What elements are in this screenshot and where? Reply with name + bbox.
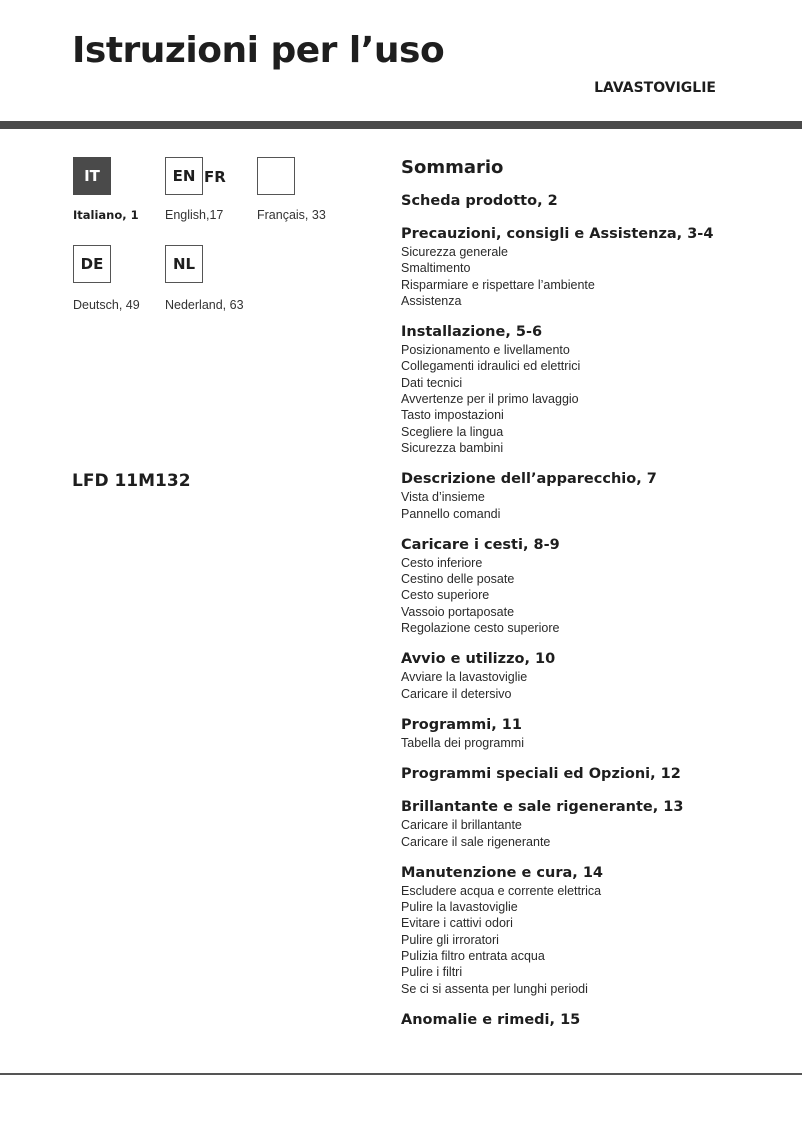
toc-section-heading[interactable]: Manutenzione e cura, 14: [401, 864, 603, 881]
toc-section-heading[interactable]: Programmi, 11: [401, 716, 522, 733]
toc-item-list: [401, 244, 791, 309]
toc-item[interactable]: Assistenza: [401, 293, 462, 308]
toc-sections: [401, 192, 791, 1030]
lang-code: NL: [172, 255, 196, 273]
toc-item[interactable]: Scegliere la lingua: [401, 424, 504, 439]
toc-item[interactable]: Collegamenti idraulici ed elettrici: [401, 359, 581, 374]
lang-caption-it[interactable]: Italiano, 1: [73, 208, 139, 222]
toc-item[interactable]: Evitare i cattivi odori: [401, 916, 513, 931]
toc-section: [401, 192, 791, 211]
toc-item-list: [401, 555, 791, 636]
lang-caption-nl[interactable]: Nederland, 63: [165, 298, 244, 312]
lang-box-en[interactable]: [165, 157, 226, 195]
toc-section: [401, 536, 791, 636]
toc-item-list: [401, 735, 791, 751]
toc-item[interactable]: Cesto inferiore: [401, 555, 483, 570]
toc-item-list: [401, 817, 791, 850]
toc-item-list: [401, 489, 791, 522]
product-category: LAVASTOVIGLIE: [594, 80, 716, 96]
toc-section-heading[interactable]: Scheda prodotto, 2: [401, 193, 558, 209]
toc-section-heading[interactable]: Descrizione dell’apparecchio, 7: [401, 471, 657, 488]
lang-caption-de[interactable]: Deutsch, 49: [73, 298, 140, 312]
toc-section-heading[interactable]: Avvio e utilizzo, 10: [401, 651, 556, 668]
toc-section-heading[interactable]: Brillantante e sale rigenerante, 13: [401, 799, 684, 816]
toc-item[interactable]: Tasto impostazioni: [401, 408, 504, 423]
toc-item[interactable]: Sicurezza generale: [401, 245, 509, 259]
toc-item[interactable]: Posizionamento e livellamento: [401, 343, 570, 358]
toc-item[interactable]: Dati tecnici: [401, 375, 463, 390]
toc-item[interactable]: Vista d’insieme: [401, 490, 485, 505]
toc-section: [401, 1011, 791, 1030]
toc-item[interactable]: Pulire gli irroratori: [401, 932, 499, 947]
toc-section: [401, 470, 791, 522]
toc-section-heading[interactable]: Anomalie e rimedi, 15: [401, 1011, 581, 1028]
toc-item[interactable]: Regolazione cesto superiore: [401, 621, 560, 636]
table-of-contents: [401, 157, 791, 1044]
toc-item[interactable]: Se ci si assenta per lunghi periodi: [401, 981, 588, 996]
toc-item-list: [401, 342, 791, 456]
toc-section: [401, 323, 791, 456]
lang-caption-fr[interactable]: Français, 33: [257, 208, 326, 222]
toc-section-heading[interactable]: Programmi speciali ed Opzioni, 12: [401, 766, 681, 783]
toc-section: [401, 716, 791, 751]
toc-item[interactable]: Vassoio portaposate: [401, 604, 515, 619]
lang-box-de[interactable]: [73, 245, 111, 283]
lang-box-it[interactable]: [73, 157, 111, 195]
lang-code: EN: [172, 167, 196, 185]
toc-item[interactable]: Pannello comandi: [401, 506, 501, 521]
toc-item[interactable]: Caricare il brillantante: [401, 818, 522, 833]
lang-box-nl[interactable]: [165, 245, 203, 283]
toc-item-list: [401, 669, 791, 702]
toc-item[interactable]: Caricare il sale rigenerante: [401, 834, 551, 849]
header-divider: [0, 121, 802, 129]
toc-item[interactable]: Escludere acqua e corrente elettrica: [401, 883, 602, 898]
toc-section-heading[interactable]: Caricare i cesti, 8-9: [401, 536, 560, 553]
lang-caption-en[interactable]: English,17: [165, 208, 224, 222]
footer-divider: [0, 1073, 802, 1075]
toc-title: Sommario: [401, 157, 504, 178]
lang-code-overflow: FR: [204, 168, 226, 186]
toc-item[interactable]: Avviare la lavastoviglie: [401, 670, 528, 685]
toc-item[interactable]: Sicurezza bambini: [401, 440, 504, 455]
toc-item[interactable]: Avvertenze per il primo lavaggio: [401, 392, 579, 407]
toc-section: [401, 650, 791, 702]
toc-section-heading[interactable]: Installazione, 5-6: [401, 324, 543, 341]
model-number: LFD 11M132: [72, 471, 191, 491]
toc-item[interactable]: Smaltimento: [401, 261, 471, 276]
toc-section: [401, 225, 791, 309]
toc-section: [401, 765, 791, 784]
toc-item[interactable]: Pulire i filtri: [401, 965, 463, 980]
toc-item[interactable]: Risparmiare e rispettare l’ambiente: [401, 277, 595, 292]
toc-section-heading[interactable]: Precauzioni, consigli e Assistenza, 3-4: [401, 226, 714, 242]
lang-box-fr[interactable]: [257, 157, 295, 195]
toc-item-list: [401, 883, 791, 997]
toc-item[interactable]: Cestino delle posate: [401, 572, 515, 587]
toc-section: [401, 798, 791, 850]
lang-code: DE: [80, 255, 104, 273]
lang-code: IT: [84, 167, 100, 185]
toc-item[interactable]: Tabella dei programmi: [401, 735, 524, 750]
toc-item[interactable]: Caricare il detersivo: [401, 686, 512, 701]
toc-item[interactable]: Pulire la lavastoviglie: [401, 900, 518, 915]
toc-section: [401, 864, 791, 997]
toc-item[interactable]: Pulizia filtro entrata acqua: [401, 949, 545, 964]
toc-item[interactable]: Cesto superiore: [401, 588, 490, 603]
document-title: Istruzioni per l’uso: [72, 30, 445, 71]
